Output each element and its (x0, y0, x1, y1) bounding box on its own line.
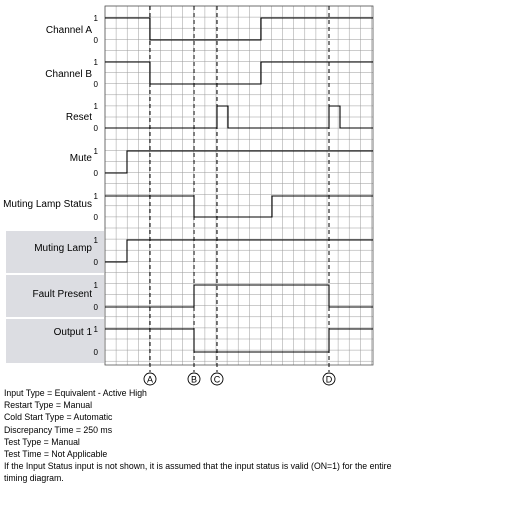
reset-low-label: 0 (93, 124, 98, 133)
muting-lamp-status-high-label: 1 (93, 192, 98, 201)
note-input-type: Input Type = Equivalent - Active High (4, 388, 147, 399)
event-label-b: B (190, 374, 198, 385)
event-label-d: D (325, 374, 333, 385)
note-cold-start-type: Cold Start Type = Automatic (4, 412, 113, 424)
mute-waveform (105, 151, 373, 173)
reset-high-label: 1 (93, 102, 98, 111)
note-discrepancy-time: Discrepancy Time = 250 ms (4, 424, 113, 436)
waveforms (105, 18, 373, 352)
channel-a-high-label: 1 (93, 14, 98, 23)
output-1-waveform (105, 329, 373, 352)
muting-lamp-status-low-label: 0 (93, 213, 98, 222)
mute-high-label: 1 (93, 147, 98, 156)
configuration-notes (4, 388, 425, 486)
fault-present-label: Fault Present (32, 289, 92, 300)
note-input-status: If the Input Status input is not shown, it is assumed that the input status is valid (ON=1) for the entire (4, 461, 392, 473)
grid (105, 6, 373, 365)
muting-lamp-label: Muting Lamp (34, 243, 92, 254)
note-test-type: Test Type = Manual (4, 436, 80, 448)
fault-present-high-label: 1 (93, 281, 98, 290)
channel-a-label: Channel A (45, 25, 92, 36)
note-input-status-cont: timing diagram. (4, 473, 64, 485)
channel-b-low-label: 0 (93, 80, 98, 89)
mute-label: Mute (69, 153, 92, 164)
channel-a-low-label: 0 (93, 36, 98, 45)
output-1-high-label: 1 (93, 325, 98, 334)
reset-label: Reset (65, 112, 92, 123)
event-label-a: A (146, 374, 154, 385)
channel-a-waveform (105, 18, 373, 40)
channel-b-waveform (105, 62, 373, 84)
muting-lamp-status-waveform (105, 196, 373, 217)
channel-b-label: Channel B (45, 69, 92, 80)
fault-present-low-label: 0 (93, 303, 98, 312)
fault-present-waveform (105, 285, 373, 307)
muting-lamp-low-label: 0 (93, 258, 98, 267)
muting-lamp-status-label: Muting Lamp Status (3, 199, 92, 210)
mute-low-label: 0 (93, 169, 98, 178)
note-restart-type: Restart Type = Manual (4, 400, 93, 412)
output-1-label: Output 1 (53, 327, 92, 338)
muting-lamp-high-label: 1 (93, 236, 98, 245)
muting-lamp-waveform (105, 240, 373, 262)
note-test-time: Test Time = Not Applicable (4, 449, 108, 461)
event-label-c: C (213, 374, 221, 385)
output-1-low-label: 0 (93, 348, 98, 357)
channel-b-high-label: 1 (93, 58, 98, 67)
grid-border (105, 6, 373, 365)
label-panel (6, 319, 104, 363)
